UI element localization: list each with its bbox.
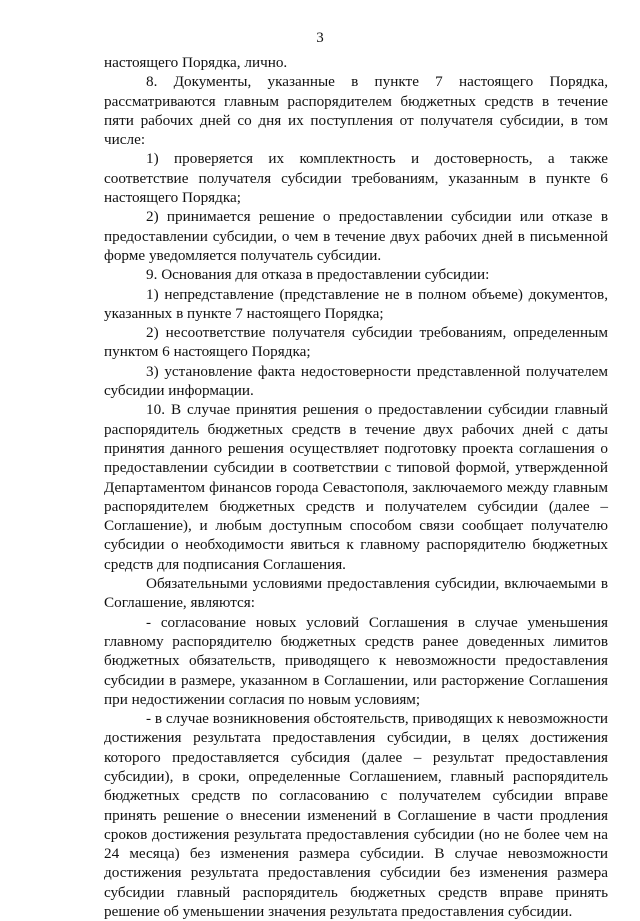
paragraph-item-9-3: 3) установление факта недостоверности представленной получателем субсидии информации.	[104, 362, 608, 400]
paragraph-item-8: 8. Документы, указанные в пункте 7 настоящего Порядка, рассматриваются главным распорядителем бюджетных средств в течение пяти рабочих дней со дня их поступления от получателя субсидии, в том числе:	[104, 73, 608, 149]
paragraph-item-9: 9. Основания для отказа в предоставлении субсидии:	[146, 266, 490, 284]
page-number: 3	[316, 30, 324, 46]
paragraph-item-9-1: 1) непредставление (представление не в полном объеме) документов, указанных в пункте 7 настоящего Порядка;	[104, 285, 608, 322]
document-body	[104, 53, 608, 921]
paragraph-condition-1: - согласование новых условий Соглашения в случае уменьшения главному распорядителю бюджетных средств ранее доведенных лимитов бюджетных обязательств, приводящего к невозможности предоставления субсидии в размере, указанном в Соглашении, или расторжение Соглашения при недостижении согласия по новым условиям;	[104, 613, 608, 708]
paragraph-mandatory-conditions: Обязательными условиями предоставления субсидии, включаемыми в Соглашение, являются:	[104, 575, 608, 612]
paragraph-continuation: настоящего Порядка, лично.	[104, 54, 288, 71]
paragraph-item-8-2: 2) принимается решение о предоставлении субсидии или отказе в предоставлении субсидии, о чем в течение двух рабочих дней в письменной форме уведомляется получатель субсидии.	[104, 208, 608, 264]
paragraph-item-8-1: 1) проверяется их комплектность и достоверность, а также соответствие получателя субсидии требованиям, указанным в пункте 6 настоящего Порядка;	[104, 150, 608, 207]
paragraph-condition-2: - в случае возникновения обстоятельств, приводящих к невозможности достижения результата предоставления субсидии, в целях достижения которого предоставляется субсидия (далее – результат предоставления субсидии), в сроки, определенные Соглашением, главный распорядитель бюджетных средств по согласованию с получателем субсидии вправе принять решение о внесении изменений в Соглашение в части продления сроков достижения результата предоставления субсидии (но не более чем на 24 месяца) без изменения размера субсидии. В случае невозможности достижения результата предоставления субсидии без изменения размера субсидии главный распорядитель бюджетных средств вправе принять решение об уменьшении значения результата предоставления субсидии.	[104, 710, 608, 921]
paragraph-item-10: 10. В случае принятия решения о предоставлении субсидии главный распорядитель бюджетных средств в течение двух рабочих дней с даты принятия данного решения осуществляет подготовку проекта соглашения о предоставлении субсидии в соответствии с типовой формой, утвержденной Департаментом финансов города Севастополя, заключаемого между главным распорядителем бюджетных средств и получателем субсидии (далее – Соглашение), и любым доступным способом связи сообщает получателю субсидии о необходимости явиться к главному распорядителю бюджетных средств для подписания Соглашения.	[104, 401, 608, 573]
paragraph-item-9-2: 2) несоответствие получателя субсидии требованиям, определенным пунктом 6 настоящего Порядка;	[104, 324, 608, 361]
